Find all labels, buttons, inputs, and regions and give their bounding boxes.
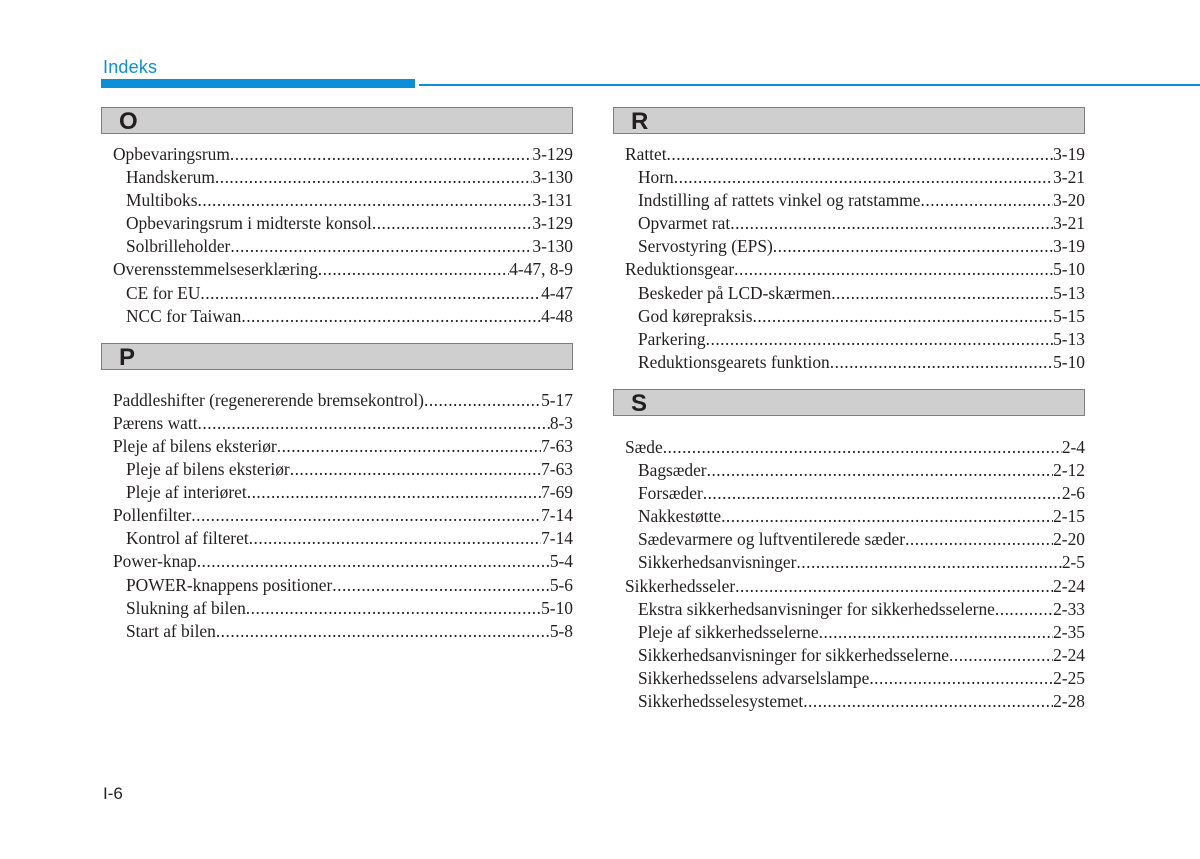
entry-label: Beskeder på LCD-skærmen: [638, 282, 832, 303]
dot-leader: [869, 667, 1053, 690]
entry-label: Pleje af interiøret: [126, 482, 247, 503]
index-subentry: [113, 481, 573, 504]
dot-leader: [831, 282, 1053, 305]
dot-leader: [663, 436, 1062, 459]
index-section-s: [613, 389, 1085, 713]
right-column: [613, 107, 1085, 728]
entry-page-ref: 2-28: [1053, 690, 1085, 711]
index-subentry: [113, 166, 573, 189]
entry-page-ref: 3-131: [532, 190, 573, 211]
entry-label: Rattet: [625, 144, 667, 164]
entry-page-ref: 3-20: [1053, 190, 1085, 211]
entry-page-ref: 3-129: [532, 213, 573, 234]
index-subentry: [113, 527, 573, 550]
entry-page-ref: 2-24: [1053, 644, 1085, 665]
dot-leader: [230, 235, 532, 258]
entry-label: Paddleshifter (regenererende bremsekontrol): [113, 389, 424, 410]
entry-label: Opbevaringsrum i midterste konsol: [126, 213, 372, 234]
entry-label: Reduktionsgear: [625, 259, 735, 280]
entry-page-ref: 7-63: [541, 459, 573, 480]
dot-leader: [277, 435, 541, 458]
section-letter-heading: O: [101, 107, 573, 134]
entry-label: Kontrol af filteret: [126, 528, 249, 549]
entry-page-ref: 2-6: [1061, 483, 1085, 504]
dot-leader: [995, 598, 1053, 621]
entry-page-ref: 7-14: [541, 505, 573, 526]
dot-leader: [773, 235, 1053, 258]
entry-label: Multiboks: [126, 190, 198, 211]
index-subentry: [113, 235, 573, 258]
index-subentry: [625, 551, 1085, 574]
entry-label: Overensstemmelseserklæring: [113, 259, 318, 280]
entry-page-ref: 2-33: [1053, 598, 1085, 619]
entry-label: Pleje af bilens eksteriør: [113, 435, 277, 456]
dot-leader: [424, 389, 541, 412]
entry-page-ref: 2-4: [1061, 436, 1085, 457]
index-subentry: [113, 305, 573, 328]
entry-page-ref: 5-13: [1053, 282, 1085, 303]
index-subentry: [625, 166, 1085, 189]
index-subentry: [625, 528, 1085, 551]
dot-leader: [198, 412, 550, 435]
index-subentry: [625, 282, 1085, 305]
dot-leader: [198, 189, 533, 212]
index-entries: [613, 425, 1085, 713]
dot-leader: [197, 550, 550, 573]
index-entry: [113, 550, 573, 573]
entry-label: Nakkestøtte: [638, 506, 722, 527]
entry-page-ref: 3-19: [1053, 236, 1085, 257]
index-subentry: [625, 328, 1085, 351]
dot-leader: [830, 351, 1053, 374]
dot-leader: [721, 505, 1053, 528]
dot-leader: [241, 305, 541, 328]
dot-leader: [819, 621, 1054, 644]
entry-label: Servostyring (EPS): [638, 236, 773, 257]
entry-label: NCC for Taiwan: [126, 305, 242, 326]
index-subentry: [625, 690, 1085, 713]
entry-label: CE for EU: [126, 282, 201, 303]
index-subentry: [113, 458, 573, 481]
index-subentry: [625, 621, 1085, 644]
entry-label: Sikkerhedsselens advarselslampe: [638, 667, 870, 688]
entry-label: Sædevarmere og luftventilerede sæder: [638, 529, 906, 550]
index-entry: [113, 258, 573, 281]
entry-label: Bagsæder: [638, 460, 707, 481]
index-entry: [113, 435, 573, 458]
index-entry: [625, 258, 1085, 281]
dot-leader: [372, 212, 533, 235]
entry-label: Slukning af bilen: [126, 597, 246, 618]
entry-page-ref: 2-24: [1053, 575, 1085, 596]
entry-label: Sikkerhedsanvisninger for sikkerhedsselerne: [638, 644, 950, 665]
page-number: I-6: [103, 784, 123, 803]
index-subentry: [625, 482, 1085, 505]
entry-page-ref: 5-17: [541, 389, 573, 410]
section-letter-heading: P: [101, 343, 573, 370]
entry-page-ref: 2-35: [1053, 621, 1085, 642]
index-entry: [113, 504, 573, 527]
entry-page-ref: 8-3: [549, 412, 573, 433]
entry-page-ref: 5-15: [1053, 305, 1085, 326]
dot-leader: [247, 481, 541, 504]
entry-page-ref: 5-6: [549, 574, 573, 595]
entry-page-ref: 3-19: [1053, 144, 1085, 164]
index-subentry: [625, 189, 1085, 212]
index-section-p: [101, 343, 573, 643]
index-subentry: [625, 505, 1085, 528]
entry-label: Parkering: [638, 328, 706, 349]
entry-page-ref: 3-129: [532, 144, 573, 164]
entry-label: Horn: [638, 167, 674, 188]
dot-leader: [752, 305, 1053, 328]
index-subentry: [625, 305, 1085, 328]
dot-leader: [707, 459, 1054, 482]
index-subentry: [113, 282, 573, 305]
index-subentry: [113, 574, 573, 597]
entry-page-ref: 3-21: [1053, 213, 1085, 234]
dot-leader: [215, 166, 533, 189]
index-subentry: [113, 620, 573, 643]
index-entries: [613, 143, 1085, 374]
entry-label: Pollenfilter: [113, 505, 192, 526]
entry-page-ref: 3-130: [532, 236, 573, 257]
index-entry: [625, 575, 1085, 598]
dot-leader: [246, 597, 541, 620]
entry-label: Forsæder: [638, 483, 703, 504]
entry-page-ref: 4-48: [541, 305, 573, 326]
entry-label: Sikkerhedsseler: [625, 575, 736, 596]
dot-leader: [674, 166, 1053, 189]
index-subentry: [625, 235, 1085, 258]
entry-label: Sikkerhedsselesystemet: [638, 690, 804, 711]
index-subentry: [113, 212, 573, 235]
dot-leader: [706, 328, 1053, 351]
index-section-o: [101, 107, 573, 328]
entry-label: Solbrilleholder: [126, 236, 231, 257]
entry-page-ref: 5-10: [1053, 351, 1085, 372]
dot-leader: [200, 282, 541, 305]
index-entry: [113, 412, 573, 435]
dot-leader: [703, 482, 1062, 505]
entry-label: Power-knap: [113, 551, 197, 572]
entry-page-ref: 2-5: [1061, 552, 1085, 573]
dot-leader: [735, 575, 1053, 598]
index-subentry: [625, 598, 1085, 621]
dot-leader: [216, 620, 550, 643]
index-subentry: [113, 597, 573, 620]
index-entries: [101, 143, 573, 328]
entry-label: Start af bilen: [126, 620, 216, 641]
entry-page-ref: 4-47, 8-9: [509, 259, 573, 280]
index-entry: [113, 389, 573, 412]
dot-leader: [667, 143, 1054, 166]
entry-label: POWER-knappens positioner: [126, 574, 333, 595]
index-subentry: [625, 644, 1085, 667]
entry-page-ref: 2-12: [1053, 460, 1085, 481]
dot-leader: [230, 143, 533, 166]
entry-page-ref: 5-4: [549, 551, 573, 572]
entry-label: Opvarmet rat: [638, 213, 731, 234]
entry-page-ref: 2-20: [1053, 529, 1085, 550]
section-letter-heading: S: [613, 389, 1085, 416]
index-subentry: [625, 667, 1085, 690]
index-entries: [101, 379, 573, 643]
dot-leader: [734, 258, 1053, 281]
entry-page-ref: 3-21: [1053, 167, 1085, 188]
entry-page-ref: 2-25: [1053, 667, 1085, 688]
entry-page-ref: 5-8: [549, 620, 573, 641]
entry-label: Opbevaringsrum: [113, 144, 230, 164]
dot-leader: [249, 527, 541, 550]
entry-page-ref: 7-14: [541, 528, 573, 549]
index-subentry: [113, 189, 573, 212]
dot-leader: [803, 690, 1053, 713]
entry-label: Indstilling af rattets vinkel og ratstamme: [638, 190, 921, 211]
dot-leader: [332, 574, 550, 597]
dot-leader: [730, 212, 1053, 235]
index-subentry: [625, 351, 1085, 374]
entry-page-ref: 5-10: [541, 597, 573, 618]
entry-page-ref: 7-69: [541, 482, 573, 503]
entry-page-ref: 2-15: [1053, 506, 1085, 527]
entry-label: Pærens watt: [113, 412, 198, 433]
index-entry: [625, 436, 1085, 459]
dot-leader: [191, 504, 541, 527]
section-title: Indeks: [103, 57, 158, 77]
header-rule-thick: [101, 79, 415, 88]
entry-page-ref: 5-13: [1053, 328, 1085, 349]
entry-label: Sæde: [625, 436, 663, 457]
index-section-r: [613, 107, 1085, 374]
entry-label: Pleje af sikkerhedsselerne: [638, 621, 819, 642]
dot-leader: [796, 551, 1061, 574]
entry-label: Handskerum: [126, 167, 215, 188]
dot-leader: [290, 458, 541, 481]
entry-page-ref: 7-63: [541, 435, 573, 456]
entry-page-ref: 4-47: [541, 282, 573, 303]
index-subentry: [625, 212, 1085, 235]
entry-page-ref: 3-130: [532, 167, 573, 188]
dot-leader: [318, 258, 509, 281]
index-entry: [625, 143, 1085, 166]
section-letter-heading: R: [613, 107, 1085, 134]
dot-leader: [949, 644, 1053, 667]
entry-page-ref: 5-10: [1053, 259, 1085, 280]
header-rule-thin: [419, 84, 1200, 86]
entry-label: Sikkerhedsanvisninger: [638, 552, 797, 573]
index-entry: [113, 143, 573, 166]
dot-leader: [905, 528, 1053, 551]
entry-label: God kørepraksis: [638, 305, 753, 326]
left-column: [101, 107, 573, 658]
index-subentry: [625, 459, 1085, 482]
dot-leader: [921, 189, 1054, 212]
entry-label: Reduktionsgearets funktion: [638, 351, 830, 372]
entry-label: Ekstra sikkerhedsanvisninger for sikkerhedsselerne: [638, 598, 995, 619]
entry-label: Pleje af bilens eksteriør: [126, 459, 290, 480]
